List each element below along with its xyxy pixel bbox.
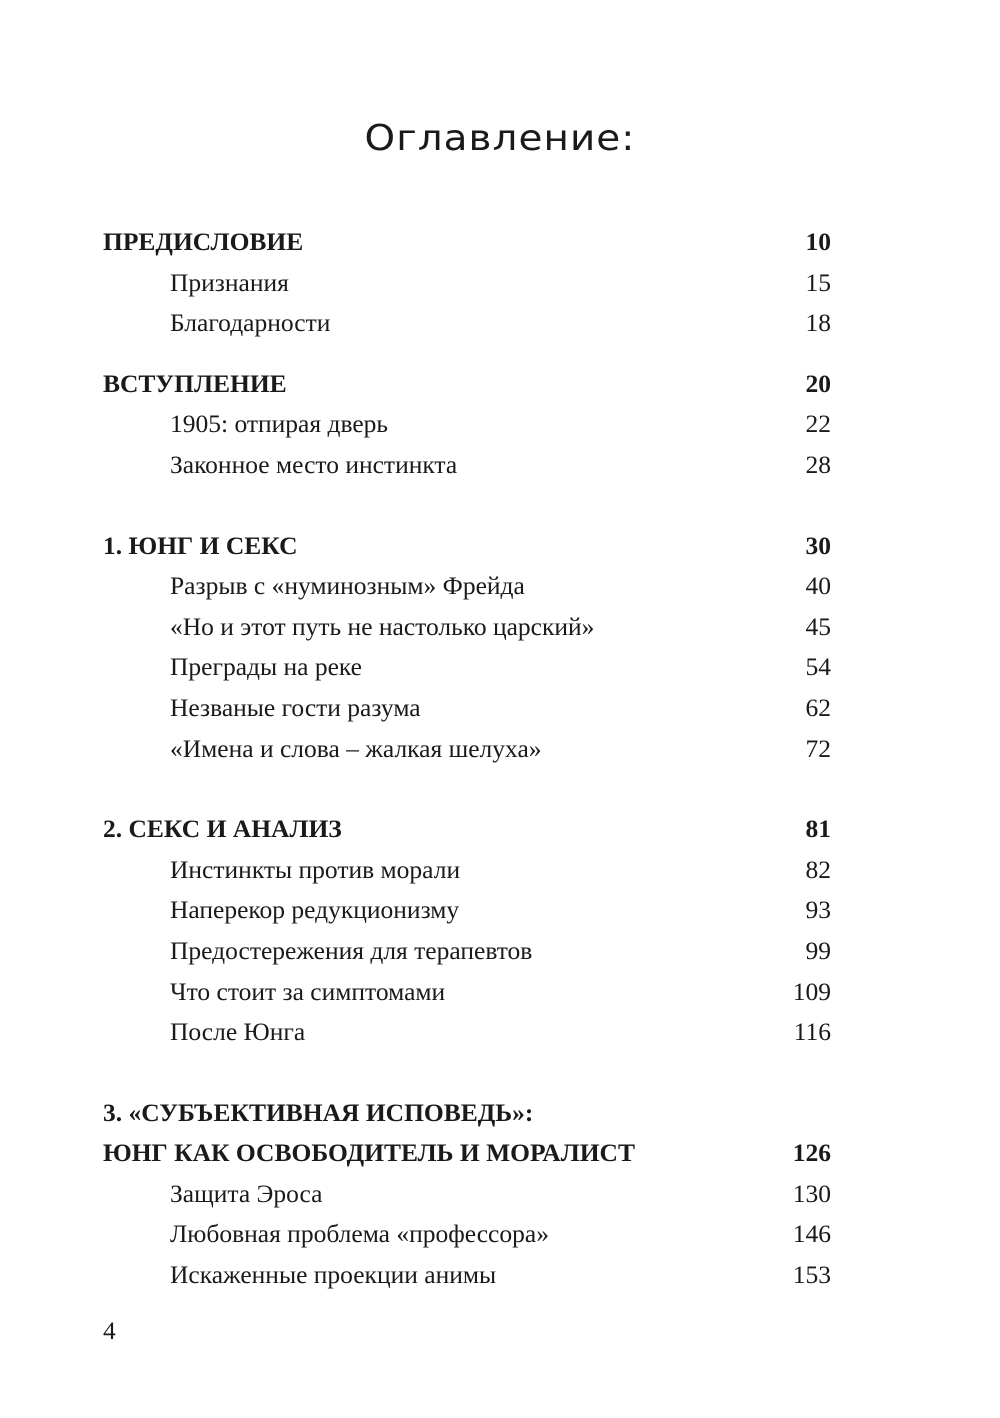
toc-entry[interactable] xyxy=(103,445,831,486)
toc-chapter-title: ВСТУПЛЕНИЕ xyxy=(103,368,287,398)
toc-entry[interactable] xyxy=(103,890,831,931)
toc-chapter-2[interactable] xyxy=(103,809,831,850)
toc-entry-title: Признания xyxy=(170,267,289,297)
toc-entry[interactable] xyxy=(103,647,831,688)
section-gap xyxy=(103,486,831,526)
toc-entry-page: 116 xyxy=(793,1017,831,1047)
toc-entry[interactable] xyxy=(103,404,831,445)
toc-chapter-page: 20 xyxy=(805,368,831,398)
toc-entry-page: 15 xyxy=(805,267,831,297)
toc-entry[interactable] xyxy=(103,688,831,729)
toc-entry-page: 28 xyxy=(805,449,831,479)
toc-entry-page: 72 xyxy=(805,733,831,763)
toc-entry[interactable] xyxy=(103,729,831,770)
toc-entry-title: Искаженные проекции анимы xyxy=(170,1260,497,1290)
toc-entry-page: 109 xyxy=(792,976,831,1006)
toc-entry-title: Инстинкты против морали xyxy=(170,854,461,884)
toc-entry-title: Любовная проблема «профессора» xyxy=(170,1219,549,1249)
toc-entry-title: Разрыв с «нуминозным» Фрейда xyxy=(170,571,525,601)
toc-entry-page: 54 xyxy=(805,652,831,682)
toc-entry[interactable] xyxy=(103,303,831,344)
toc-entry-title: Законное место инстинкта xyxy=(170,449,458,479)
toc-entry[interactable] xyxy=(103,1255,831,1296)
toc-chapter-title: 1. ЮНГ И СЕКС xyxy=(103,530,298,560)
toc-chapter-3[interactable] xyxy=(103,1133,831,1174)
toc-chapter-introduction[interactable] xyxy=(103,364,831,405)
toc-entry-page: 146 xyxy=(792,1219,831,1249)
toc-chapter-1[interactable] xyxy=(103,526,831,567)
toc-entry-title: 1905: отпирая дверь xyxy=(170,409,389,439)
toc-entry-title: После Юнга xyxy=(170,1017,306,1047)
table-of-contents xyxy=(103,222,831,1296)
page-number: 4 xyxy=(103,1316,116,1345)
toc-entry-title: «Но и этот путь не настолько царский» xyxy=(170,611,595,641)
toc-entry-title: Предостережения для терапевтов xyxy=(170,935,533,965)
section-gap xyxy=(103,1053,831,1093)
toc-entry-title: Что стоит за симптомами xyxy=(170,976,446,1006)
toc-chapter-preface[interactable] xyxy=(103,222,831,263)
toc-entry[interactable] xyxy=(103,850,831,891)
toc-entry-page: 130 xyxy=(792,1178,831,1208)
toc-chapter-page: 10 xyxy=(805,227,831,256)
toc-entry-title: Защита Эроса xyxy=(170,1178,323,1208)
toc-entry-page: 62 xyxy=(805,692,831,722)
toc-entry[interactable] xyxy=(103,566,831,607)
page-title: Оглавление: xyxy=(364,118,636,159)
toc-chapter-page: 126 xyxy=(792,1138,831,1168)
toc-entry[interactable] xyxy=(103,1174,831,1215)
toc-entry-page: 40 xyxy=(805,571,831,601)
toc-entry-page: 22 xyxy=(805,409,831,439)
toc-entry[interactable] xyxy=(103,931,831,972)
toc-entry[interactable] xyxy=(103,607,831,648)
toc-entry-page: 153 xyxy=(792,1260,831,1290)
toc-entry-page: 82 xyxy=(805,854,831,884)
toc-chapter-page: 81 xyxy=(805,814,831,844)
toc-entry[interactable] xyxy=(103,263,831,304)
toc-chapter-title: 2. СЕКС И АНАЛИЗ xyxy=(103,814,342,844)
toc-entry[interactable] xyxy=(103,1012,831,1053)
toc-entry-title: Наперекор редукционизму xyxy=(170,895,460,925)
section-gap xyxy=(103,344,831,364)
toc-entry-title: Благодарности xyxy=(170,308,331,338)
toc-entry-page: 45 xyxy=(805,611,831,641)
toc-entry-page: 18 xyxy=(805,308,831,338)
toc-entry-title: Незваные гости разума xyxy=(170,692,421,722)
toc-chapter-3-line1[interactable] xyxy=(103,1093,831,1134)
section-gap xyxy=(103,769,831,809)
toc-entry-title: Преграды на реке xyxy=(170,652,362,682)
toc-entry[interactable] xyxy=(103,972,831,1013)
toc-entry-page: 99 xyxy=(805,935,831,965)
toc-entry-title: «Имена и слова – жалкая шелуха» xyxy=(170,733,542,763)
toc-entry[interactable] xyxy=(103,1214,831,1255)
toc-chapter-title: ПРЕДИСЛОВИЕ xyxy=(103,227,304,256)
toc-entry-page: 93 xyxy=(805,895,831,925)
toc-chapter-title: 3. «СУБЪЕКТИВНАЯ ИСПОВЕДЬ»: xyxy=(103,1097,534,1127)
toc-chapter-page: 30 xyxy=(805,530,831,560)
toc-chapter-title: ЮНГ КАК ОСВОБОДИТЕЛЬ И МОРАЛИСТ xyxy=(103,1138,635,1168)
